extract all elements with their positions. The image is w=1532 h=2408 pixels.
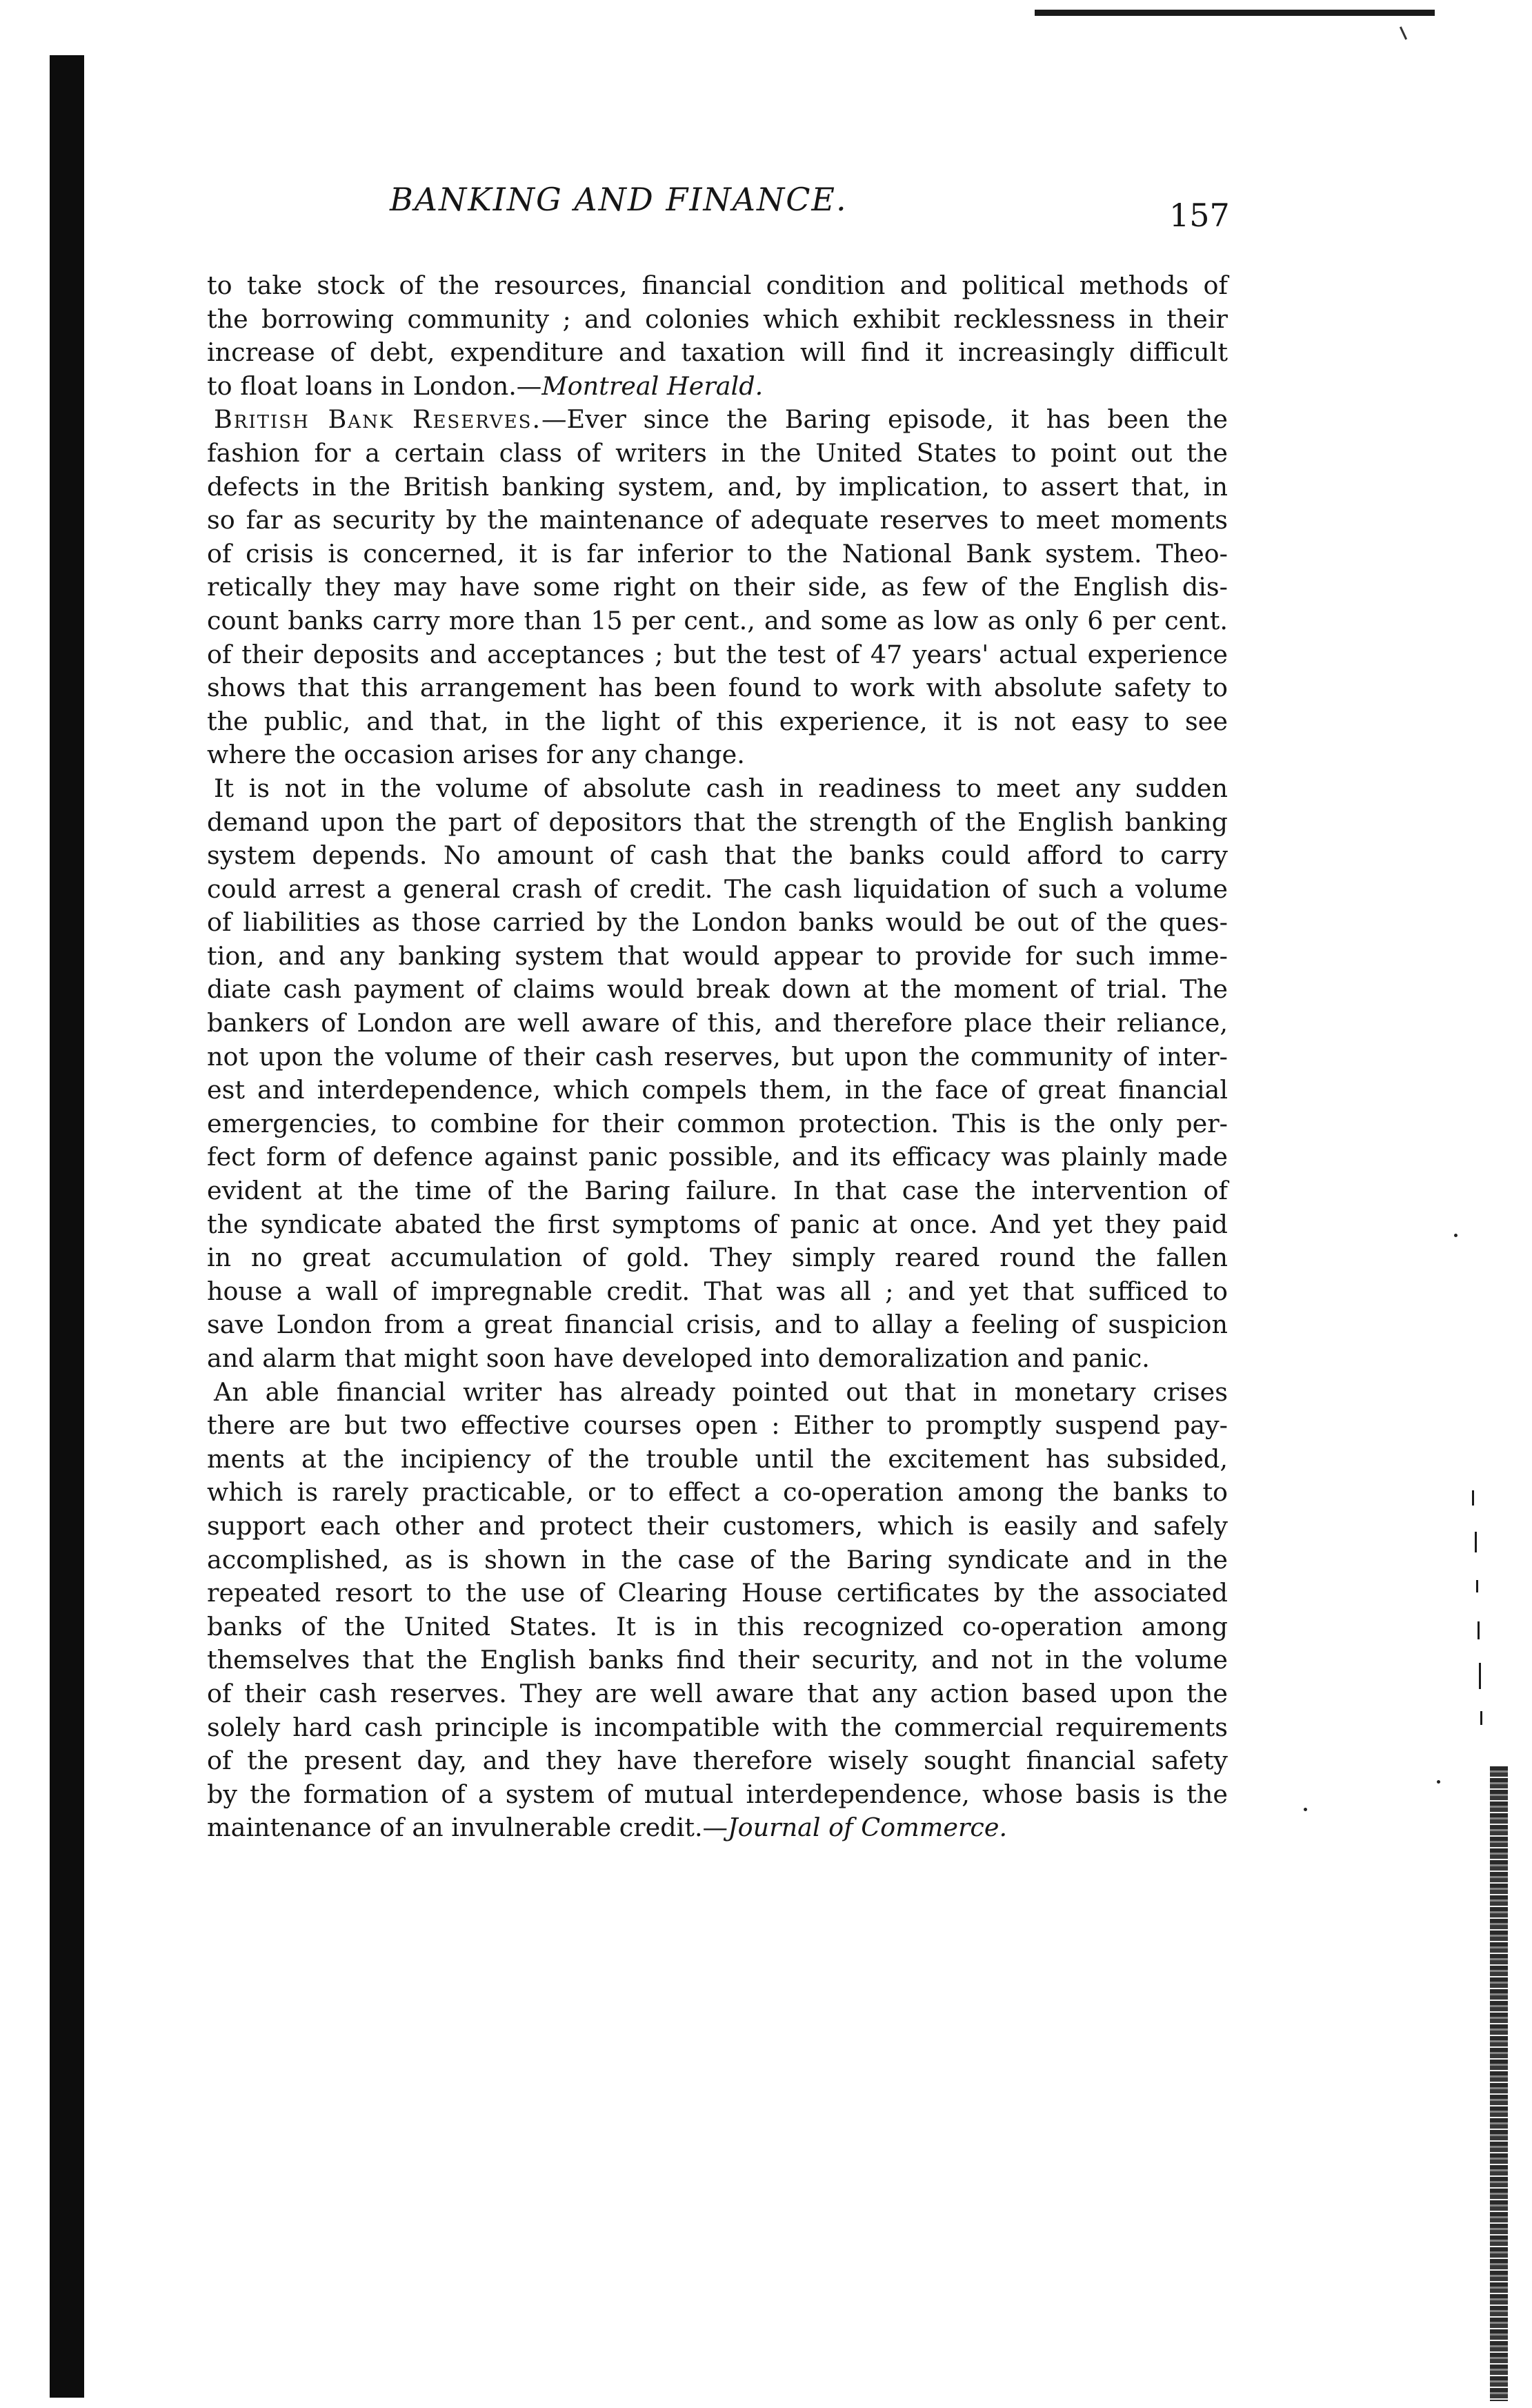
text-line: fashion for a certain class of writers in the United States to point out the bbox=[207, 437, 1228, 468]
text-line: emergencies, to combine for their common protection. This is the only per- bbox=[207, 1108, 1228, 1138]
text-line bbox=[207, 1811, 1228, 1845]
top-edge-mark bbox=[1400, 26, 1407, 39]
text-line: solely hard cash principle is incompatible with the commercial requirements bbox=[207, 1712, 1228, 1742]
text-line: house a wall of impregnable credit. That was all ; and yet that sufficed to bbox=[207, 1276, 1228, 1306]
text-line: the public, and that, in the light of this experience, it is not easy to see bbox=[207, 706, 1228, 736]
text-line: of liabilities as those carried by the London banks would be out of the ques- bbox=[207, 907, 1228, 938]
text-line: which is rarely practicable, or to effect a co-operation among the banks to bbox=[207, 1477, 1228, 1508]
text-line: defects in the British banking system, and, by implication, to assert that, in bbox=[207, 471, 1228, 502]
text-line: of the present day, and they have therefore wisely sought financial safety bbox=[207, 1746, 1228, 1776]
text-line: fect form of defence against panic possible, and its efficacy was plainly made bbox=[207, 1142, 1228, 1172]
text-line: It is not in the volume of absolute cash in readiness to meet any sudden bbox=[214, 773, 1228, 803]
text-fragment: maintenance of an invulnerable credit.— bbox=[207, 1813, 728, 1843]
text-line: shows that this arrangement has been found to work with absolute safety to bbox=[207, 673, 1228, 703]
text-line: evident at the time of the Baring failure. In that case the intervention of bbox=[207, 1176, 1228, 1206]
text-line: count banks carry more than 15 per cent., and some as low as only 6 per cent. bbox=[207, 605, 1228, 635]
text-line: increase of debt, expenditure and taxation will find it increasingly difficult bbox=[207, 337, 1228, 368]
text-line: of their deposits and acceptances ; but the test of 47 years' actual experience bbox=[207, 639, 1228, 669]
text-line: bankers of London are well aware of this, and therefore place their reliance, bbox=[207, 1008, 1228, 1038]
text-line: in no great accumulation of gold. They simply reared round the fallen bbox=[207, 1243, 1228, 1273]
text-line bbox=[207, 403, 1228, 437]
text-line: repeated resort to the use of Clearing House certificates by the associated bbox=[207, 1578, 1228, 1608]
source-citation: Montreal Herald. bbox=[541, 371, 764, 401]
text-line: and alarm that might soon have developed into demoralization and panic. bbox=[207, 1343, 1150, 1373]
text-line: demand upon the part of depositors that the strength of the English banking bbox=[207, 807, 1228, 837]
article-body bbox=[207, 269, 1228, 1845]
text-fragment: —Ever since the Baring episode, it has been the bbox=[541, 404, 1228, 435]
text-line: of their cash reserves. They are well aware that any action based upon the bbox=[207, 1678, 1228, 1708]
text-line: the syndicate abated the first symptoms of panic at once. And yet they paid bbox=[207, 1209, 1228, 1239]
section-heading: British Bank Reserves. bbox=[214, 404, 542, 435]
source-citation: Journal of Commerce. bbox=[728, 1813, 1008, 1843]
paragraph bbox=[207, 772, 1228, 1376]
text-line: could arrest a general crash of credit. The cash liquidation of such a volume bbox=[207, 874, 1228, 904]
text-line: where the occasion arises for any change. bbox=[207, 740, 745, 770]
top-edge-rule bbox=[1035, 10, 1435, 16]
text-line: so far as security by the maintenance of adequate reserves to meet moments bbox=[207, 505, 1228, 535]
text-line: there are but two effective courses open : Either to promptly suspend pay- bbox=[207, 1410, 1228, 1441]
page-number: 157 bbox=[1169, 197, 1230, 234]
text-line: retically they may have some right on their side, as few of the English dis- bbox=[207, 572, 1228, 602]
margin-speck bbox=[1304, 1808, 1307, 1811]
text-line: banks of the United States. It is in this recognized co-operation among bbox=[207, 1611, 1228, 1641]
text-line: tion, and any banking system that would appear to provide for such imme- bbox=[207, 940, 1228, 971]
text-line: the borrowing community ; and colonies which exhibit recklessness in their bbox=[207, 304, 1228, 334]
margin-speck bbox=[1454, 1234, 1458, 1237]
text-line: themselves that the English banks find their security, and not in the volume bbox=[207, 1645, 1228, 1675]
binding-shadow bbox=[50, 55, 84, 2398]
right-edge-strip bbox=[1490, 1766, 1508, 2401]
text-line: est and interdependence, which compels them, in the face of great financial bbox=[207, 1075, 1228, 1105]
text-line: to take stock of the resources, financial condition and political methods of bbox=[207, 270, 1228, 300]
margin-speck bbox=[1437, 1780, 1440, 1784]
running-title: BANKING AND FINANCE. bbox=[390, 181, 848, 218]
text-line: system depends. No amount of cash that the banks could afford to carry bbox=[207, 840, 1228, 871]
text-line: not upon the volume of their cash reserves, but upon the community of inter- bbox=[207, 1041, 1228, 1072]
text-line: diate cash payment of claims would break down at the moment of trial. The bbox=[207, 974, 1228, 1005]
paragraph bbox=[207, 403, 1228, 772]
text-line: by the formation of a system of mutual interdependence, whose basis is the bbox=[207, 1779, 1228, 1809]
text-line: support each other and protect their customers, which is easily and safely bbox=[207, 1510, 1228, 1541]
text-line bbox=[207, 370, 1228, 404]
paragraph bbox=[207, 269, 1228, 403]
text-line: save London from a great financial crisis, and to allay a feeling of suspicion bbox=[207, 1310, 1228, 1340]
paragraph bbox=[207, 1376, 1228, 1845]
text-line: accomplished, as is shown in the case of the Baring syndicate and in the bbox=[207, 1544, 1228, 1575]
text-fragment: to float loans in London.— bbox=[207, 371, 542, 401]
text-line: An able financial writer has already pointed out that in monetary crises bbox=[214, 1376, 1228, 1407]
text-line: of crisis is concerned, it is far inferior to the National Bank system. Theo- bbox=[207, 538, 1228, 569]
text-line: ments at the incipiency of the trouble until the excitement has subsided, bbox=[207, 1443, 1228, 1474]
